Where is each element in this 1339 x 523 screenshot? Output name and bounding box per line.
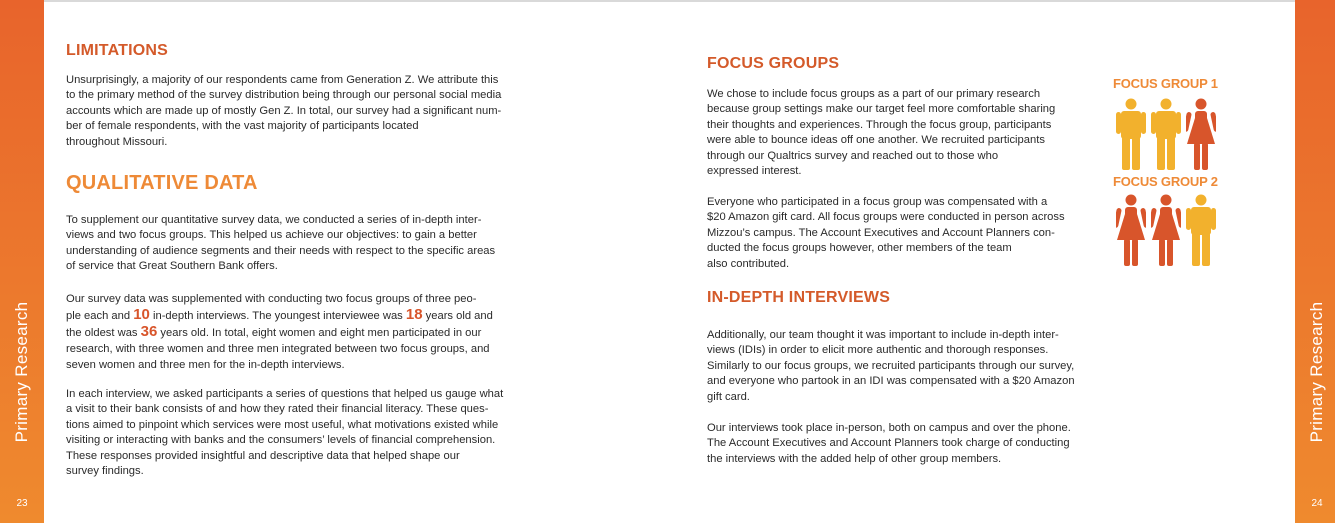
page-number-right: 24 (1311, 498, 1323, 509)
focus-groups-paragraph-1: We chose to include focus groups as a part of our primary research because group settings make our target feel more comfortable sharing their thoughts and experiences. Through the focus group, participants were able to bounce ideas off one another. We recruited participants through our Qualtrics survey and reached out to those who expressed interest. (707, 88, 1056, 178)
qualitative-paragraph-3: In each interview, we asked participants a series of questions that helped us gauge what a visit to their bank consists of and how they rated their financial literacy. These ques- tions aimed to pinpoint which services were most useful, what motivations existed while visiting or interacting with banks and the consumers’ levels of financial comprehension. These responses provided insightful and descriptive data that helped shape our survey findings. (66, 388, 504, 478)
interviews-count: 10 (133, 306, 150, 323)
woman-figure-icon (1116, 194, 1146, 266)
man-figure-icon (1151, 98, 1181, 170)
limitations-paragraph: Unsurprisingly, a majority of our respondents came from Generation Z. We attribute this to the primary method of the survey distribution being through our personal social media accounts which are made up of mostly Gen Z. In total, our survey had a significant num- ber of female respondents, with the vast majority of participants located throughout Missouri. (66, 74, 502, 148)
man-figure-icon (1116, 98, 1146, 170)
right-side-title: Primary Research (1307, 301, 1326, 443)
woman-figure-icon (1151, 194, 1181, 266)
page-number-left: 23 (16, 498, 28, 509)
woman-figure-icon (1186, 98, 1216, 170)
qualitative-paragraph-1: To supplement our quantitative survey data, we conducted a series of in-depth inter- views and two focus groups. This helped us achieve our objectives: to gain a better understanding of audience segments and their needs with respect to the specific areas of service that Great Southern Bank offers. (66, 214, 496, 273)
man-figure-icon (1186, 194, 1216, 266)
oldest-age: 36 (140, 323, 158, 340)
interviews-heading: IN-DEPTH INTERVIEWS (707, 289, 891, 306)
qualitative-paragraph-2: Our survey data was supplemented with conducting two focus groups of three peo- ple each and 10 in-depth interviews. The youngest interviewee was 18 years old and the oldest was 36 years old. In total, eight women and eight men participated in our research, with three women and three men integrated between two focus groups, and seven women and three men for the in-depth interviews. (66, 293, 493, 371)
interviews-paragraph-1: Additionally, our team thought it was important to include in-depth inter- views (IDIs) in order to elicit more authentic and thorough responses. Similarly to our focus groups, we recruited participants through our survey, and everyone who partook in an IDI was compensated with a $20 Amazon gift card. (707, 329, 1075, 403)
focus-groups-paragraph-2: Everyone who participated in a focus group was compensated with a $20 Amazon gift card. All focus groups were conducted in person across Mizzou’s campus. The Account Executives and Account Planners con- ducted the focus groups however, other members of the team also contributed. (707, 196, 1065, 270)
interviews-paragraph-2: Our interviews took place in-person, both on campus and over the phone. The Account Executives and Account Planners took charge of conducting the interviews with the added help of other group members. (707, 422, 1071, 465)
focus-group-1-figures (1116, 98, 1216, 170)
page-edge (1335, 0, 1339, 523)
left-side-bar (0, 0, 44, 523)
focus-groups-heading: FOCUS GROUPS (707, 55, 840, 72)
focus-group-2-label: FOCUS GROUP 2 (1113, 174, 1218, 189)
youngest-age: 18 (405, 306, 423, 323)
limitations-heading: LIMITATIONS (66, 42, 169, 59)
qualitative-heading: QUALITATIVE DATA (66, 172, 258, 194)
right-side-bar (1295, 0, 1339, 523)
focus-group-2-figures (1116, 194, 1216, 266)
focus-group-1-label: FOCUS GROUP 1 (1113, 76, 1218, 91)
top-border (0, 0, 1339, 2)
left-side-title: Primary Research (12, 301, 31, 443)
